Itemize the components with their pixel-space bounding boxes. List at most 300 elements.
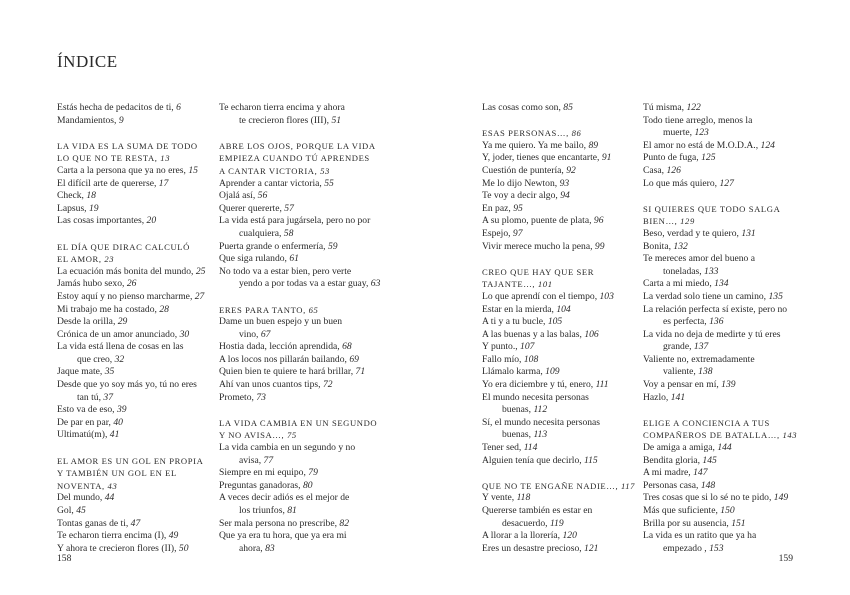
toc-entry-text: Crónica de un amor anunciado, bbox=[57, 328, 178, 340]
toc-page-number: 85 bbox=[563, 102, 573, 113]
toc-entry bbox=[57, 530, 235, 543]
toc-entry-text: Alguien tenía que decirlo, bbox=[482, 454, 582, 466]
toc-page-number: 20 bbox=[146, 215, 157, 227]
toc-page-number: 109 bbox=[545, 366, 560, 378]
toc-entry-text: De par en par, bbox=[57, 416, 111, 428]
toc-entry-text: Bonita, bbox=[643, 240, 671, 252]
toc-entry bbox=[57, 329, 235, 342]
toc-entry bbox=[643, 505, 825, 518]
toc-entry-text: A ti y a tu bucle, bbox=[482, 316, 546, 328]
toc-entry-text: Esto va de eso, bbox=[57, 404, 115, 416]
toc-entry bbox=[219, 266, 397, 279]
toc-entry-text: avisa, bbox=[239, 454, 262, 466]
toc-page-number: 68 bbox=[342, 341, 352, 353]
toc-page-number: 55 bbox=[324, 177, 334, 189]
toc-section-heading bbox=[482, 266, 660, 279]
toc-entry-text: Estás hecha de pedacitos de ti, bbox=[57, 102, 174, 113]
toc-entry-text: Estar en la mierda, bbox=[482, 303, 554, 315]
toc-entry-text: Vivir merece mucho la pena, bbox=[482, 240, 593, 252]
toc-page-number: 26 bbox=[126, 278, 137, 290]
toc-entry-text: Preguntas ganadoras, bbox=[219, 479, 301, 491]
toc-entry bbox=[482, 455, 660, 468]
toc-entry-text: Voy a pensar en mí, bbox=[643, 379, 719, 391]
toc-entry-text: Y punto., bbox=[482, 341, 518, 353]
toc-entry-text: que creo, bbox=[77, 353, 113, 365]
toc-entry-text: ERES PARA TANTO, bbox=[219, 304, 306, 315]
toc-entry bbox=[482, 152, 660, 165]
toc-entry-text: Ya me quiero. Ya me bailo, bbox=[482, 139, 587, 151]
toc-page-number: 37 bbox=[103, 391, 113, 403]
toc-entry-text: EL AMOR ES UN GOL EN PROPIA bbox=[57, 455, 204, 466]
toc-page-number: 71 bbox=[355, 366, 366, 378]
toc-entry-text: La vida cambia en un segundo y no bbox=[219, 442, 356, 454]
toc-entry bbox=[643, 253, 825, 266]
toc-page-number: 125 bbox=[701, 152, 716, 164]
toc-entry-text: Mi trabajo me ha costado, bbox=[57, 303, 157, 315]
toc-entry bbox=[643, 304, 825, 317]
toc-page-number: 101 bbox=[537, 279, 553, 290]
toc-page-number: 32 bbox=[114, 353, 125, 365]
toc-section-heading bbox=[643, 203, 825, 216]
toc-entry-text: Carta a mi miedo, bbox=[643, 278, 712, 290]
toc-page-number: 39 bbox=[116, 404, 127, 416]
toc-page-number: 89 bbox=[588, 139, 599, 151]
toc-entry bbox=[57, 492, 235, 505]
toc-entry-text: QUE NO TE ENGAÑE NADIE…, bbox=[482, 480, 619, 491]
toc-entry bbox=[643, 492, 825, 505]
toc-entry bbox=[482, 442, 660, 455]
toc-page-number: 95 bbox=[513, 202, 523, 214]
toc-page-number: 80 bbox=[302, 479, 313, 491]
toc-page-number: 6 bbox=[176, 102, 181, 113]
page-number-right: 159 bbox=[778, 553, 793, 564]
toc-page-number: 28 bbox=[159, 303, 169, 315]
toc-page-number: 118 bbox=[516, 492, 531, 504]
toc-entry-text: Y NO AVISA…, bbox=[219, 430, 285, 441]
toc-entry-text: Desde la orilla, bbox=[57, 316, 116, 328]
toc-section-heading bbox=[219, 165, 397, 178]
toc-entry bbox=[219, 253, 397, 266]
toc-page-number: 51 bbox=[331, 114, 342, 126]
toc-section-heading bbox=[643, 215, 825, 228]
toc-entry-text: Tontas ganas de ti, bbox=[57, 517, 129, 529]
toc-page-number: 127 bbox=[719, 177, 734, 189]
toc-entry-text: La vida está llena de cosas en las bbox=[57, 341, 184, 353]
toc-entry-text: Mandamientos, bbox=[57, 114, 117, 126]
toc-entry-text: Eres un desastre precioso, bbox=[482, 542, 582, 554]
toc-page-number: 138 bbox=[698, 366, 713, 378]
toc-entry bbox=[643, 152, 825, 165]
toc-page-number: 18 bbox=[86, 190, 96, 202]
toc-entry-text: Del mundo, bbox=[57, 492, 103, 504]
toc-page-number: 111 bbox=[595, 379, 609, 391]
toc-page-number: 44 bbox=[104, 492, 115, 504]
toc-entry-text: Lo que más quiero, bbox=[643, 177, 718, 189]
toc-entry bbox=[219, 241, 397, 254]
toc-entry bbox=[482, 102, 660, 115]
toc-entry-text: yendo a por todas va a estar guay, bbox=[239, 278, 369, 290]
toc-section-heading bbox=[482, 480, 660, 493]
toc-page-number: 23 bbox=[104, 254, 115, 265]
toc-entry bbox=[219, 480, 397, 493]
toc-entry-text: EL AMOR, bbox=[57, 254, 102, 265]
toc-entry bbox=[643, 127, 825, 140]
toc-page-number: 108 bbox=[523, 353, 539, 365]
toc-entry bbox=[482, 190, 660, 203]
toc-entry bbox=[219, 530, 397, 543]
toc-page-number: 136 bbox=[709, 316, 724, 328]
toc-entry-text: La relación perfecta sí existe, pero no bbox=[643, 303, 788, 315]
toc-entry bbox=[57, 115, 235, 128]
toc-entry-text: es perfecta, bbox=[663, 316, 707, 328]
toc-entry bbox=[219, 455, 397, 468]
toc-entry bbox=[643, 467, 825, 480]
toc-entry-text: cualquiera, bbox=[239, 227, 282, 239]
toc-entry-text: SI QUIERES QUE TODO SALGA bbox=[643, 203, 781, 214]
toc-section-heading bbox=[219, 140, 397, 153]
toc-entry bbox=[57, 203, 235, 216]
toc-page-number: 123 bbox=[694, 127, 709, 139]
toc-entry bbox=[219, 102, 397, 115]
toc-column-1 bbox=[57, 102, 235, 555]
toc-entry-text: grande, bbox=[663, 341, 692, 353]
toc-page-number: 57 bbox=[284, 202, 294, 214]
toc-page-number: 50 bbox=[178, 542, 189, 554]
toc-page-number: 115 bbox=[584, 454, 598, 466]
toc-entry-text: muerte, bbox=[663, 127, 693, 139]
toc-entry-text: La ecuación más bonita del mundo, bbox=[57, 265, 194, 277]
toc-entry-text: Me lo dijo Newton, bbox=[482, 177, 558, 189]
toc-page-number: 19 bbox=[88, 202, 99, 214]
toc-page-number: 91 bbox=[601, 152, 612, 164]
toc-entry bbox=[219, 354, 397, 367]
toc-page-number: 13 bbox=[160, 153, 171, 164]
toc-page-number: 61 bbox=[289, 253, 299, 265]
toc-entry-text: Que siga rulando, bbox=[219, 253, 287, 265]
toc-entry bbox=[219, 379, 397, 392]
toc-entry bbox=[219, 316, 397, 329]
toc-page-number: 104 bbox=[556, 303, 571, 315]
toc-section-heading bbox=[219, 304, 397, 317]
toc-page-number: 58 bbox=[283, 227, 294, 239]
toc-entry bbox=[643, 329, 825, 342]
toc-entry-text: LO QUE NO TE RESTA, bbox=[57, 153, 158, 164]
toc-page-number: 81 bbox=[287, 505, 297, 516]
toc-column-2 bbox=[219, 102, 397, 555]
toc-section-heading bbox=[57, 140, 235, 153]
toc-entry bbox=[219, 215, 397, 228]
toc-section-heading bbox=[219, 417, 397, 430]
toc-section-heading bbox=[643, 417, 825, 430]
toc-page-number: 151 bbox=[731, 517, 746, 529]
toc-page-number: 119 bbox=[549, 517, 564, 529]
toc-entry-text: tan tú, bbox=[77, 391, 101, 403]
toc-entry-text: Fallo mío, bbox=[482, 353, 522, 365]
toc-entry bbox=[643, 278, 825, 291]
toc-entry-text: ABRE LOS OJOS, PORQUE LA VIDA bbox=[219, 140, 376, 151]
toc-entry-text: empezado , bbox=[663, 542, 707, 554]
toc-page-number: 27 bbox=[194, 290, 205, 302]
toc-entry-text: A mi madre, bbox=[643, 467, 691, 479]
toc-entry-text: ESAS PERSONAS…, bbox=[482, 128, 569, 139]
toc-entry bbox=[482, 241, 660, 254]
toc-page-number: 97 bbox=[512, 227, 523, 239]
toc-page-number: 149 bbox=[773, 492, 789, 504]
toc-page-number: 132 bbox=[673, 240, 688, 252]
toc-entry bbox=[643, 392, 825, 405]
toc-page-number: 135 bbox=[768, 290, 783, 302]
toc-entry bbox=[57, 165, 235, 178]
toc-entry bbox=[643, 543, 825, 556]
toc-page-number: 73 bbox=[256, 391, 266, 403]
section-gap bbox=[482, 467, 660, 480]
toc-entry-text: Personas casa, bbox=[643, 479, 699, 491]
toc-entry-text: Estoy aquí y no pienso marcharme, bbox=[57, 290, 193, 302]
toc-entry bbox=[57, 102, 235, 115]
toc-entry-text: Jamás hubo sexo, bbox=[57, 278, 125, 290]
toc-section-heading bbox=[482, 127, 660, 140]
toc-entry-text: Bendita gloria, bbox=[643, 454, 701, 466]
toc-entry-text: BIEN…, bbox=[643, 216, 678, 227]
toc-page-number: 53 bbox=[320, 165, 330, 176]
toc-entry bbox=[482, 429, 660, 442]
toc-entry bbox=[57, 392, 235, 405]
toc-entry bbox=[643, 442, 825, 455]
toc-page-number: 65 bbox=[308, 304, 319, 315]
right-page bbox=[425, 0, 850, 595]
toc-entry bbox=[482, 492, 660, 505]
toc-entry bbox=[219, 228, 397, 241]
toc-entry bbox=[643, 518, 825, 531]
toc-page-number: 117 bbox=[620, 480, 636, 491]
toc-entry-text: TAJANTE…, bbox=[482, 279, 536, 290]
toc-entry bbox=[482, 178, 660, 191]
toc-entry-text: Yo era diciembre y tú, enero, bbox=[482, 379, 594, 391]
toc-entry bbox=[57, 278, 235, 291]
toc-page-number: 96 bbox=[593, 215, 604, 227]
toc-entry bbox=[57, 404, 235, 417]
toc-page-number: 137 bbox=[693, 341, 709, 353]
toc-entry bbox=[482, 379, 660, 392]
toc-page-number: 25 bbox=[195, 265, 206, 277]
toc-entry-text: COMPAÑEROS DE BATALLA…, bbox=[643, 430, 780, 441]
toc-entry-text: Quererse también es estar en bbox=[482, 505, 593, 516]
toc-entry bbox=[643, 354, 825, 367]
toc-page-number: 45 bbox=[76, 505, 86, 516]
toc-entry-text: Tener sed, bbox=[482, 442, 522, 454]
toc-entry-text: Dame un buen espejo y un buen bbox=[219, 316, 343, 328]
toc-section-heading bbox=[643, 429, 825, 442]
toc-entry-text: El amor no está de M.O.D.A., bbox=[643, 139, 759, 151]
toc-page-number: 75 bbox=[286, 430, 297, 441]
toc-page-number: 145 bbox=[702, 454, 717, 466]
toc-entry-text: Más que suficiente, bbox=[643, 505, 718, 516]
toc-entry-text: Gol, bbox=[57, 505, 74, 516]
section-gap bbox=[219, 291, 397, 304]
toc-entry-text: Te mereces amor del bueno a bbox=[643, 253, 756, 265]
page-title: ÍNDICE bbox=[57, 52, 118, 71]
toc-entry-text: A llorar a la llorería, bbox=[482, 530, 561, 542]
toc-entry-text: Las cosas como son, bbox=[482, 102, 561, 113]
toc-entry-text: Lo que aprendí con el tiempo, bbox=[482, 290, 598, 302]
toc-page-number: 67 bbox=[260, 328, 271, 340]
toc-entry bbox=[219, 442, 397, 455]
toc-entry-text: Quien bien te quiere te hará brillar, bbox=[219, 366, 354, 378]
toc-entry bbox=[219, 518, 397, 531]
toc-page-number: 113 bbox=[533, 429, 548, 441]
toc-entry bbox=[482, 165, 660, 178]
toc-page-number: 99 bbox=[594, 240, 605, 252]
toc-entry-text: A su plomo, puente de plata, bbox=[482, 215, 592, 227]
toc-entry bbox=[219, 467, 397, 480]
toc-entry-text: Sí, el mundo necesita personas bbox=[482, 416, 601, 428]
toc-entry-text: La verdad solo tiene un camino, bbox=[643, 290, 767, 302]
toc-entry-text: Y vente, bbox=[482, 492, 515, 504]
toc-entry-text: La vida no deja de medirte y tú eres bbox=[643, 328, 781, 340]
toc-entry bbox=[482, 304, 660, 317]
toc-page-number: 107 bbox=[520, 341, 535, 353]
toc-entry-text: En paz, bbox=[482, 202, 511, 214]
toc-page-number: 40 bbox=[113, 416, 123, 428]
toc-page-number: 29 bbox=[117, 316, 128, 328]
toc-entry-text: EMPIEZA CUANDO TÚ APRENDES bbox=[219, 153, 370, 164]
toc-entry-text: Brilla por su ausencia, bbox=[643, 517, 729, 529]
toc-entry bbox=[643, 241, 825, 254]
toc-entry-text: Prometo, bbox=[219, 391, 254, 403]
toc-entry bbox=[219, 392, 397, 405]
toc-entry-text: Y, joder, tienes que encantarte, bbox=[482, 152, 600, 164]
toc-section-heading bbox=[219, 152, 397, 165]
toc-entry bbox=[57, 505, 235, 518]
toc-entry bbox=[57, 379, 235, 392]
toc-entry bbox=[643, 366, 825, 379]
toc-entry-text: Te echaron tierra encima (I), bbox=[57, 530, 167, 542]
toc-column-3 bbox=[482, 102, 660, 555]
toc-section-heading bbox=[57, 480, 235, 493]
section-gap bbox=[219, 404, 397, 417]
toc-section-heading bbox=[57, 152, 235, 165]
toc-entry-text: vino, bbox=[239, 328, 259, 340]
toc-entry-text: Lapsus, bbox=[57, 202, 87, 214]
toc-entry-text: Jaque mate, bbox=[57, 366, 103, 378]
toc-page-number: 63 bbox=[370, 278, 381, 290]
toc-section-heading bbox=[57, 455, 235, 468]
toc-entry bbox=[57, 366, 235, 379]
toc-page-number: 120 bbox=[562, 530, 577, 542]
toc-entry bbox=[219, 278, 397, 291]
toc-entry bbox=[643, 178, 825, 191]
toc-section-heading bbox=[219, 429, 397, 442]
toc-page-number: 30 bbox=[179, 328, 190, 340]
toc-entry-text: Llámalo karma, bbox=[482, 366, 543, 378]
toc-entry-text: Que ya era tu hora, que ya era mi bbox=[219, 530, 347, 542]
toc-entry bbox=[219, 203, 397, 216]
section-gap bbox=[57, 228, 235, 241]
toc-entry bbox=[219, 329, 397, 342]
section-gap bbox=[219, 127, 397, 140]
toc-section-heading bbox=[57, 241, 235, 254]
toc-entry bbox=[643, 266, 825, 279]
toc-page-number: 35 bbox=[104, 366, 115, 378]
toc-entry-text: Cuestión de puntería, bbox=[482, 164, 564, 176]
toc-entry bbox=[57, 178, 235, 191]
toc-entry bbox=[482, 543, 660, 556]
toc-entry-text: te crecieron flores (III), bbox=[239, 114, 330, 126]
toc-page-number: 147 bbox=[693, 467, 708, 479]
toc-entry-text: De amiga a amiga, bbox=[643, 442, 715, 454]
toc-entry-text: La vida está para jugársela, pero no por bbox=[219, 215, 371, 227]
toc-entry bbox=[57, 266, 235, 279]
toc-page-number: 103 bbox=[599, 290, 614, 302]
toc-page-number: 143 bbox=[782, 430, 798, 441]
section-gap bbox=[482, 115, 660, 128]
toc-entry-text: A veces decir adiós es el mejor de bbox=[219, 492, 350, 504]
toc-page-number: 122 bbox=[686, 102, 701, 113]
toc-entry-text: NOVENTA, bbox=[57, 480, 105, 491]
toc-entry bbox=[643, 455, 825, 468]
toc-entry-text: los triunfos, bbox=[239, 505, 285, 516]
toc-page-number: 41 bbox=[109, 429, 120, 441]
toc-page-number: 86 bbox=[571, 128, 582, 139]
toc-page-number: 56 bbox=[257, 190, 268, 202]
toc-page-number: 59 bbox=[327, 240, 338, 252]
toc-entry-text: Hazlo, bbox=[643, 391, 669, 403]
toc-entry bbox=[219, 190, 397, 203]
toc-entry bbox=[482, 316, 660, 329]
toc-page-number: 47 bbox=[130, 517, 141, 529]
toc-column-4 bbox=[643, 102, 825, 555]
toc-entry-text: valiente, bbox=[663, 366, 696, 378]
toc-entry-text: Ultimatú(m), bbox=[57, 429, 108, 441]
toc-entry bbox=[643, 291, 825, 304]
toc-page-number: 43 bbox=[107, 480, 118, 491]
toc-entry-text: A los locos nos pillarán bailando, bbox=[219, 353, 347, 365]
toc-page-number: 148 bbox=[700, 479, 716, 491]
toc-entry-text: LA VIDA ES LA SUMA DE TODO bbox=[57, 140, 198, 151]
toc-entry-text: El difícil arte de quererse, bbox=[57, 177, 157, 189]
toc-entry-text: Tres cosas que si lo sé no te pido, bbox=[643, 492, 772, 504]
toc-entry bbox=[219, 341, 397, 354]
toc-entry-text: El mundo necesita personas bbox=[482, 391, 589, 403]
toc-entry bbox=[482, 417, 660, 430]
toc-entry-text: desacuerdo, bbox=[502, 517, 548, 529]
toc-entry-text: ahora, bbox=[239, 542, 263, 554]
page-number-left: 158 bbox=[57, 553, 72, 564]
toc-entry-text: Ahí van unos cuantos tips, bbox=[219, 379, 321, 391]
toc-entry bbox=[219, 366, 397, 379]
toc-section-heading bbox=[57, 467, 235, 480]
toc-page-number: 92 bbox=[566, 164, 576, 176]
toc-entry bbox=[57, 341, 235, 354]
toc-entry-text: buenas, bbox=[502, 404, 532, 416]
section-gap bbox=[643, 190, 825, 203]
toc-entry-text: Ojalá así, bbox=[219, 190, 256, 202]
toc-entry-text: Siempre en mi equipo, bbox=[219, 467, 306, 479]
toc-page-number: 93 bbox=[559, 177, 570, 189]
toc-entry bbox=[482, 329, 660, 342]
toc-entry bbox=[482, 366, 660, 379]
toc-page-number: 133 bbox=[704, 265, 719, 277]
toc-entry-text: Casa, bbox=[643, 164, 665, 176]
toc-entry bbox=[57, 543, 235, 556]
toc-page-number: 131 bbox=[741, 227, 756, 239]
toc-entry-text: Las cosas importantes, bbox=[57, 215, 145, 227]
toc-entry bbox=[57, 417, 235, 430]
toc-entry bbox=[643, 102, 825, 115]
toc-page-number: 105 bbox=[547, 316, 563, 328]
toc-entry bbox=[482, 530, 660, 543]
section-gap bbox=[643, 404, 825, 417]
